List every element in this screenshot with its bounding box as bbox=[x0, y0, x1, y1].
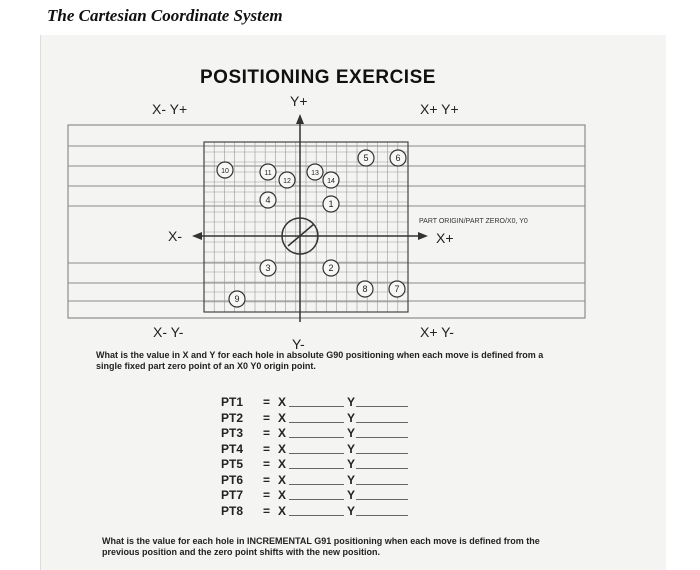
hole-5 bbox=[358, 150, 374, 166]
hole-label: 5 bbox=[363, 153, 369, 163]
equals-sign: = bbox=[263, 472, 271, 487]
x-label: X bbox=[278, 472, 287, 487]
y-answer-blank[interactable] bbox=[356, 406, 408, 407]
equals-sign: = bbox=[263, 395, 271, 409]
x-answer-blank[interactable] bbox=[289, 406, 344, 407]
point-label: PT4 bbox=[221, 441, 244, 456]
hole-2 bbox=[323, 260, 339, 276]
point-label: PT6 bbox=[221, 472, 244, 487]
hole-label: 6 bbox=[395, 153, 401, 163]
x-label: X bbox=[278, 503, 287, 518]
quadrant-label-bottom-right: X+ Y- bbox=[420, 324, 454, 340]
question-absolute: What is the value in X and Y for each hole in absolute G90 positioning when each move is defined from a single fixed part zero point of an X0 Y0 origin point. bbox=[96, 350, 544, 371]
x-label: X bbox=[278, 441, 287, 456]
x-answer-blank[interactable] bbox=[289, 468, 344, 469]
y-answer-blank[interactable] bbox=[356, 437, 408, 438]
hole-10 bbox=[217, 162, 233, 178]
y-axis-arrow bbox=[296, 114, 304, 124]
hole-label: 11 bbox=[264, 170, 272, 177]
x-label: X bbox=[278, 426, 287, 440]
hole-label: 7 bbox=[394, 284, 400, 294]
hole-14 bbox=[323, 172, 339, 188]
page-title: The Cartesian Coordinate System bbox=[47, 6, 283, 25]
y-answer-blank[interactable] bbox=[356, 499, 408, 500]
axis-label-x-minus: X- bbox=[168, 228, 182, 244]
y-label: Y bbox=[347, 441, 356, 456]
x-answer-blank[interactable] bbox=[289, 422, 344, 423]
quadrant-label-top-right: X+ Y+ bbox=[420, 101, 459, 117]
hole-12 bbox=[279, 172, 295, 188]
equals-sign: = bbox=[263, 426, 271, 440]
hole-6 bbox=[390, 150, 406, 166]
point-label: PT5 bbox=[221, 457, 244, 471]
hole-label: 14 bbox=[327, 178, 335, 185]
hole-label: 9 bbox=[234, 294, 240, 304]
equals-sign: = bbox=[263, 457, 271, 471]
point-label: PT8 bbox=[221, 503, 244, 518]
hole-label: 2 bbox=[328, 263, 334, 273]
y-label: Y bbox=[347, 503, 356, 518]
x-answer-blank[interactable] bbox=[289, 453, 344, 454]
x-label: X bbox=[278, 395, 287, 409]
y-label: Y bbox=[347, 488, 356, 502]
axis-label-y-plus: Y+ bbox=[290, 93, 308, 109]
hole-label: 1 bbox=[328, 199, 334, 209]
x-label: X bbox=[278, 410, 287, 425]
origin-note: PART ORIGIN/PART ZERO/X0, Y0 bbox=[419, 218, 528, 225]
y-answer-blank[interactable] bbox=[356, 422, 408, 423]
y-answer-blank[interactable] bbox=[356, 468, 408, 469]
axis-label-x-plus: X+ bbox=[436, 230, 454, 246]
x-answer-blank[interactable] bbox=[289, 437, 344, 438]
hole-label: 4 bbox=[265, 195, 271, 205]
exercise-title: POSITIONING EXERCISE bbox=[200, 67, 436, 88]
point-label: PT1 bbox=[221, 395, 244, 409]
y-label: Y bbox=[347, 426, 356, 440]
point-label: PT3 bbox=[221, 426, 244, 440]
equals-sign: = bbox=[263, 503, 271, 518]
x-answer-blank[interactable] bbox=[289, 515, 344, 516]
quadrant-label-bottom-left: X- Y- bbox=[153, 324, 184, 340]
origin-pointer bbox=[288, 224, 314, 246]
hole-label: 3 bbox=[265, 263, 271, 273]
hole-1 bbox=[323, 196, 339, 212]
equals-sign: = bbox=[263, 488, 271, 502]
hole-8 bbox=[357, 281, 373, 297]
x-answer-blank[interactable] bbox=[289, 499, 344, 500]
equals-sign: = bbox=[263, 441, 271, 456]
hole-9 bbox=[229, 291, 245, 307]
point-label: PT2 bbox=[221, 410, 244, 425]
equals-sign: = bbox=[263, 410, 271, 425]
x-label: X bbox=[278, 488, 287, 502]
hole-label: 8 bbox=[362, 284, 368, 294]
x-answer-blank[interactable] bbox=[289, 484, 344, 485]
hole-13 bbox=[307, 164, 323, 180]
y-label: Y bbox=[347, 410, 356, 425]
question-incremental: What is the value for each hole in INCREMENTAL G91 positioning when each move is defined from the previous position and the zero point shifts with the new position. bbox=[102, 536, 540, 557]
y-label: Y bbox=[347, 395, 356, 409]
grid-lines bbox=[204, 142, 408, 312]
y-answer-blank[interactable] bbox=[356, 515, 408, 516]
axis-label-y-minus: Y- bbox=[292, 336, 305, 352]
y-answer-blank[interactable] bbox=[356, 484, 408, 485]
hole-4 bbox=[260, 192, 276, 208]
hole-11 bbox=[260, 164, 276, 180]
hole-label: 12 bbox=[283, 178, 291, 185]
hole-label: 10 bbox=[221, 168, 229, 175]
point-label: PT7 bbox=[221, 488, 244, 502]
y-label: Y bbox=[347, 472, 356, 487]
hole-7 bbox=[389, 281, 405, 297]
y-answer-blank[interactable] bbox=[356, 453, 408, 454]
y-label: Y bbox=[347, 457, 356, 471]
x-axis-left-arrow bbox=[192, 232, 202, 240]
hole-label: 13 bbox=[311, 170, 319, 177]
hole-3 bbox=[260, 260, 276, 276]
quadrant-label-top-left: X- Y+ bbox=[152, 101, 188, 117]
x-axis-right-arrow bbox=[418, 232, 428, 240]
x-label: X bbox=[278, 457, 287, 471]
